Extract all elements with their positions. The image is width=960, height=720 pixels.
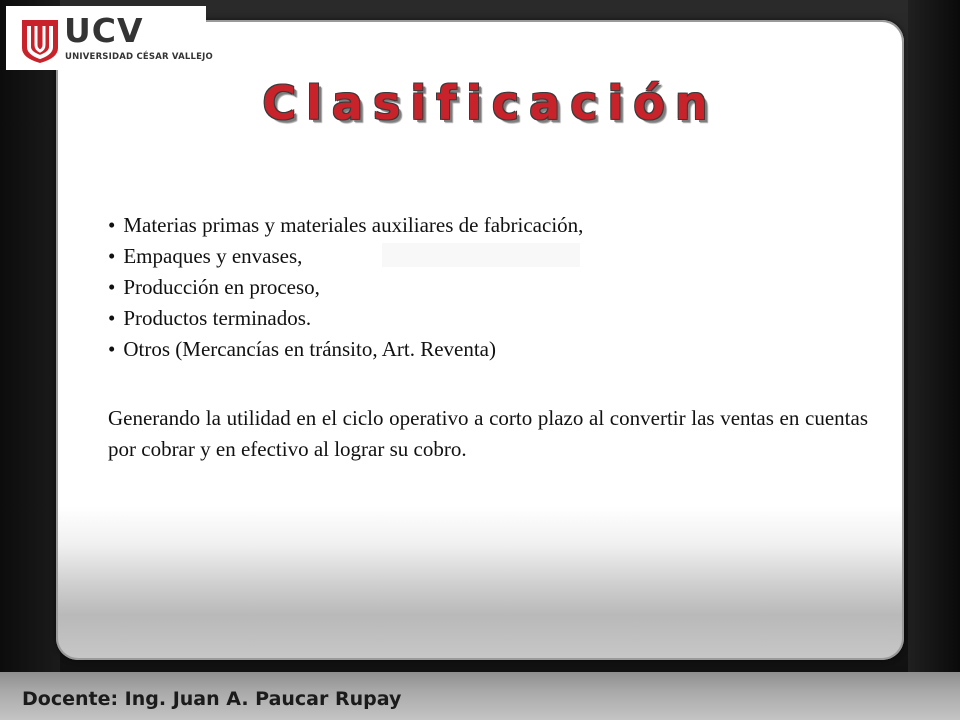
logo-subtitle: UNIVERSIDAD CÉSAR VALLEJO (65, 52, 213, 62)
bullet-item: • Producción en proceso, (108, 272, 583, 303)
slide-title: Clasificación (262, 76, 718, 130)
logo-name: UCV (64, 11, 144, 50)
ucv-shield-logo-icon (20, 18, 60, 64)
footer-instructor: Docente: Ing. Juan A. Paucar Rupay (22, 688, 402, 710)
bullet-item: • Materias primas y materiales auxiliares de fabricación, (108, 210, 583, 241)
body-paragraph: Generando la utilidad en el ciclo operativo a corto plazo al convertir las ventas en cuentas por cobrar y en efectivo al lograr su cobro. (108, 406, 868, 461)
bullet-item: • Productos terminados. (108, 303, 583, 334)
bullet-item: • Otros (Mercancías en tránsito, Art. Reventa) (108, 334, 583, 365)
bullet-item: • Empaques y envases, (108, 241, 583, 272)
logo-area (6, 6, 213, 70)
bullet-list (108, 210, 583, 365)
